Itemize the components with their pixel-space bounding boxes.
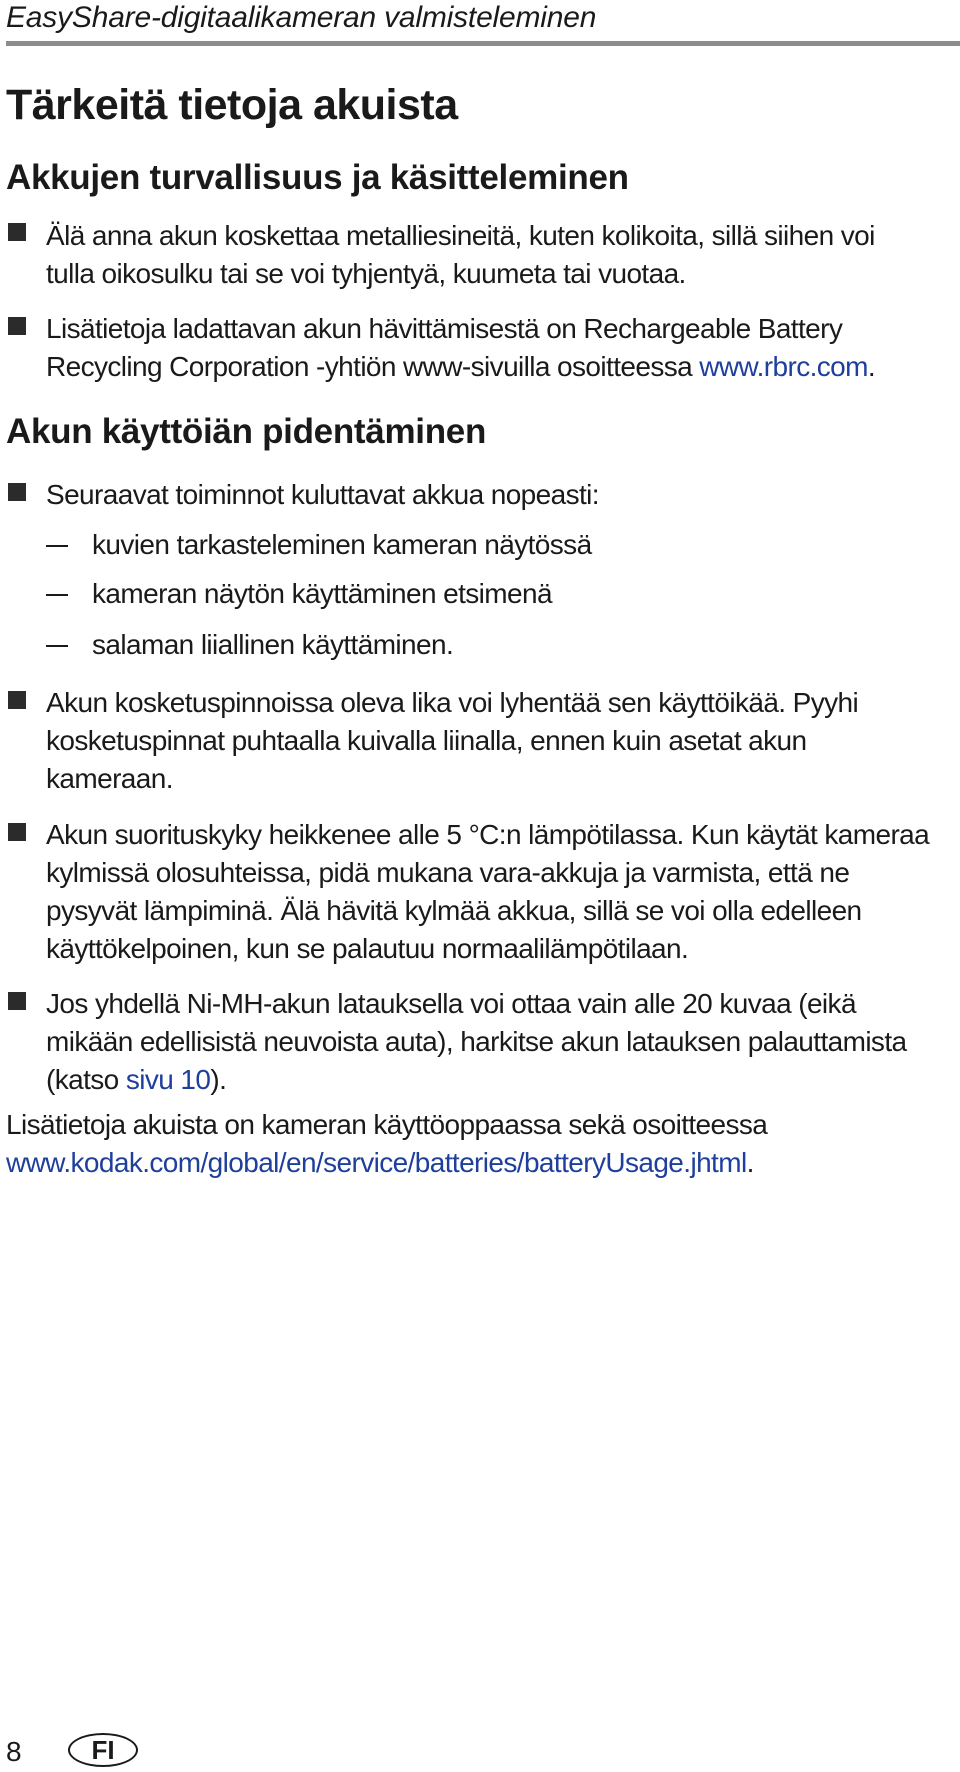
sub-item-3: salaman liiallinen käyttäminen. [92, 629, 454, 660]
dash-marker [46, 645, 68, 647]
extend-intro: Seuraavat toiminnot kuluttavat akkua nopeasti: [46, 479, 599, 510]
section-heading-extend: Akun käyttöiän pidentäminen [6, 412, 487, 451]
footer-note [6, 1106, 956, 1182]
language-badge: FI [68, 1733, 138, 1767]
page-title: Tärkeitä tietoja akuista [6, 81, 458, 129]
sub-item-2: kameran näytön käyttäminen etsimenä [92, 578, 552, 609]
dash-marker [46, 594, 68, 596]
bullet-marker [8, 823, 26, 841]
header-rule [6, 41, 960, 46]
bullet-marker [8, 223, 26, 241]
page-number: 8 [6, 1736, 22, 1767]
sub-item-1: kuvien tarkasteleminen kameran näytössä [92, 529, 592, 560]
extend-item-4-tail: ). [210, 1064, 227, 1095]
dash-marker [46, 545, 68, 547]
kodak-battery-link[interactable]: www.kodak.com/global/en/service/batteries/batteryUsage.jhtml [6, 1147, 747, 1178]
bullet-marker [8, 483, 26, 501]
extend-item-4 [46, 985, 960, 1099]
page-10-link[interactable]: sivu 10 [125, 1064, 211, 1095]
safety-item-2 [46, 310, 960, 386]
bullet-marker [8, 691, 26, 709]
bullet-marker [8, 317, 26, 335]
extend-item-4-text: Jos yhdellä Ni-MH-akun latauksella voi ottaa vain alle 20 kuvaa (eikä mikään edellisistä neuvoista auta), harkitse akun latauksen palauttamista (katso [46, 988, 907, 1095]
safety-item-2-text: Lisätietoja ladattavan akun hävittämisestä on Rechargeable Battery Recycling Corporation -yhtiön www-sivuilla osoitteessa [46, 313, 843, 382]
footer-note-text: Lisätietoja akuista on kameran käyttöoppaassa sekä osoitteessa [6, 1109, 768, 1140]
extend-item-3: Akun suorituskyky heikkenee alle 5 °C:n lämpötilassa. Kun käytät kameraa kylmissä olosuhteissa, pidä mukana vara-akkuja ja varmista, että ne pysyvät lämpiminä. Älä hävitä kylmää akkua, sillä se voi olla edelleen käyttökelpoinen, kun se palautuu normaalilämpötilaan. [46, 819, 930, 964]
extend-item-2: Akun kosketuspinnoissa oleva lika voi lyhentää sen käyttöikää. Pyyhi kosketuspinnat puhtaalla kuivalla liinalla, ennen kuin asetat akun kameraan. [46, 687, 859, 794]
rbrc-link[interactable]: www.rbrc.com [699, 351, 868, 382]
section-heading-safety: Akkujen turvallisuus ja käsitteleminen [6, 158, 629, 197]
bullet-marker [8, 992, 26, 1010]
safety-item-1: Älä anna akun koskettaa metalliesineitä, kuten kolikoita, sillä siihen voi tulla oikosulku tai se voi tyhjentyä, kuumeta tai vuotaa. [46, 220, 875, 289]
footer-note-tail: . [746, 1147, 754, 1178]
safety-item-2-tail: . [867, 351, 876, 382]
running-header: EasyShare-digitaalikameran valmisteleminen [6, 1, 597, 34]
